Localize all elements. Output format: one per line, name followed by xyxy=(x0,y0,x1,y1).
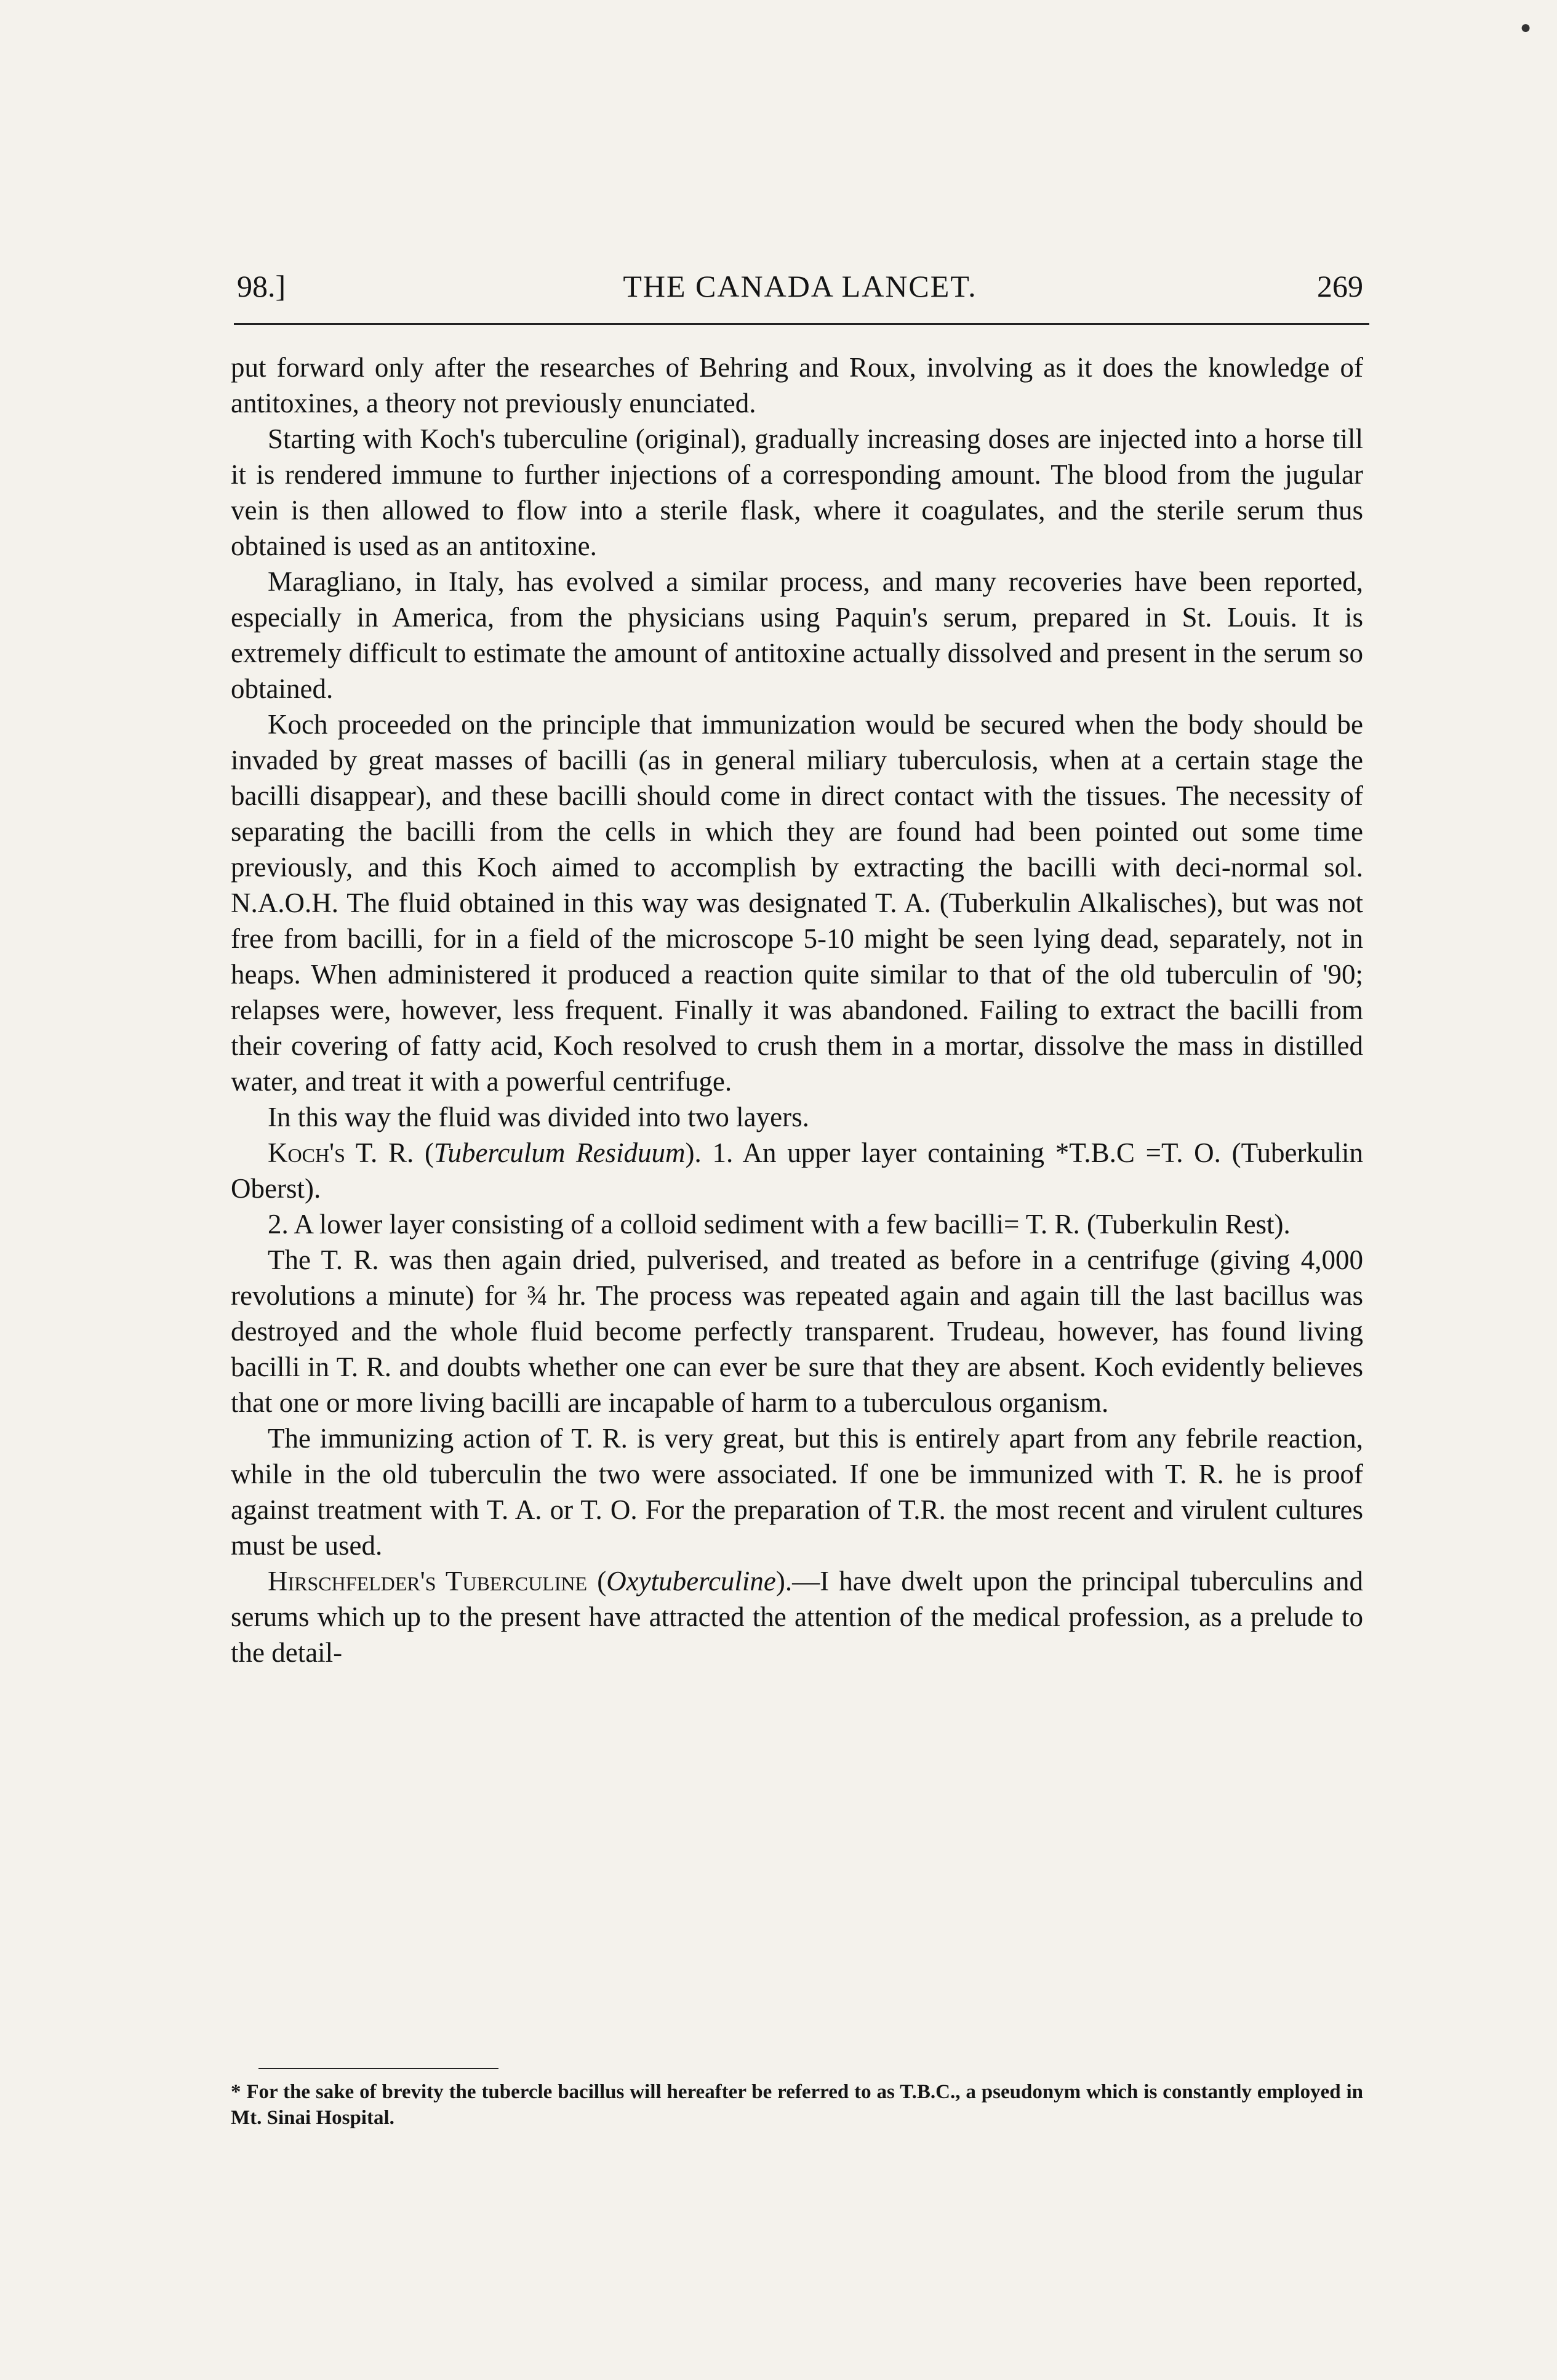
article-body xyxy=(231,350,1363,1670)
paragraph-3: Maragliano, in Italy, has evolved a similar process, and many recoveries have been reported, especially in America, from the physicians using Paquin's serum, prepared in St. Louis. It is extremely difficult to estimate the amount of antitoxine actually dissolved and present in the serum so obtained. xyxy=(231,566,1363,704)
paragraph-6: 2. A lower layer consisting of a colloid sediment with a few bacilli= T. R. (Tuberkulin Rest). xyxy=(268,1209,1291,1240)
footnote-rule xyxy=(258,2068,498,2069)
tr-italic: Tuberculum Residuum xyxy=(434,1137,686,1168)
hirsch-lead: Hirschfelder's Tuberculine ( xyxy=(268,1566,607,1597)
page-number: 269 xyxy=(1317,269,1363,303)
footnote: * For the sake of brevity the tubercle bacillus will hereafter be referred to as T.B.C., a pseudonym which is constantly employed in Mt. Sinai Hospital. xyxy=(231,2081,1363,2129)
paragraph-1: put forward only after the researches of Behring and Roux, involving as it does the knowledge of antitoxines, a theory not previously enunciated. xyxy=(231,352,1363,419)
paragraph-5: In this way the fluid was divided into two layers. xyxy=(268,1102,809,1132)
tr-lead: Koch's T. R. ( xyxy=(268,1137,434,1168)
hirsch-rest: ).—I have dwelt upon the principal tuberculins and serums which up to the present have attracted the attention of the medical profession, as a prelude to the detail- xyxy=(231,1566,1364,1668)
hirsch-italic: Oxytuberculine xyxy=(606,1566,776,1597)
journal-title: THE CANADA LANCET. xyxy=(623,269,977,303)
header-rule xyxy=(234,323,1369,325)
paragraph-8: The immunizing action of T. R. is very great, but this is entirely apart from any febrile reaction, while in the old tuberculin the two were associated. If one be immunized with T. R. he is proof against treatment with T. A. or T. O. For the preparation of T.R. the most recent and virulent cultures must be used. xyxy=(231,1423,1363,1561)
paragraph-hirschfelder xyxy=(231,1563,1363,1670)
paragraph-4: Koch proceeded on the principle that immunization would be secured when the body should be invaded by great masses of bacilli (as in general miliary tuberculosis, when at a certain stage the bacilli disappear), and these bacilli should come in direct contact with the tissues. The necessity of separating the bacilli from the cells in which they are found had been pointed out some time previously, and this Koch aimed to accomplish by extracting the bacilli with deci-normal sol. N.A.O.H. The fluid obtained in this way was designated T. A. (Tuberkulin Alkalisches), but was not free from bacilli, for in a field of the microscope 5-10 might be seen lying dead, separately, not in heaps. When administered it produced a reaction quite similar to that of the old tuberculin of '90; relapses were, however, less frequent. Finally it was abandoned. Failing to extract the bacilli from their covering of fatty acid, Koch resolved to crush them in a mortar, dissolve the mass in distilled water, and treat it with a powerful centrifuge. xyxy=(231,709,1363,1097)
running-header xyxy=(237,265,1363,308)
paragraph-tr xyxy=(231,1135,1363,1206)
header-issue-number: 98.] xyxy=(237,269,286,303)
paragraph-2: Starting with Koch's tuberculine (original), gradually increasing doses are injected into a horse till it is rendered immune to further injections of a corresponding amount. The blood from the jugular vein is then allowed to flow into a sterile flask, where it coagulates, and the sterile serum thus obtained is used as an antitoxine. xyxy=(231,423,1363,561)
tr-rest: ). 1. An upper layer containing *T.B.C =T. O. (Tuberkulin Oberst). xyxy=(231,1137,1364,1204)
paragraph-7: The T. R. was then again dried, pulverised, and treated as before in a centrifuge (giving 4,000 revolutions a minute) for ¾ hr. The process was repeated again and again till the last bacillus was destroyed and the whole fluid become perfectly transparent. Trudeau, however, has found living bacilli in T. R. and doubts whether one can ever be sure that they are absent. Koch evidently believes that one or more living bacilli are incapable of harm to a tuberculous organism. xyxy=(231,1244,1363,1418)
scan-speck: ● xyxy=(1520,17,1532,38)
